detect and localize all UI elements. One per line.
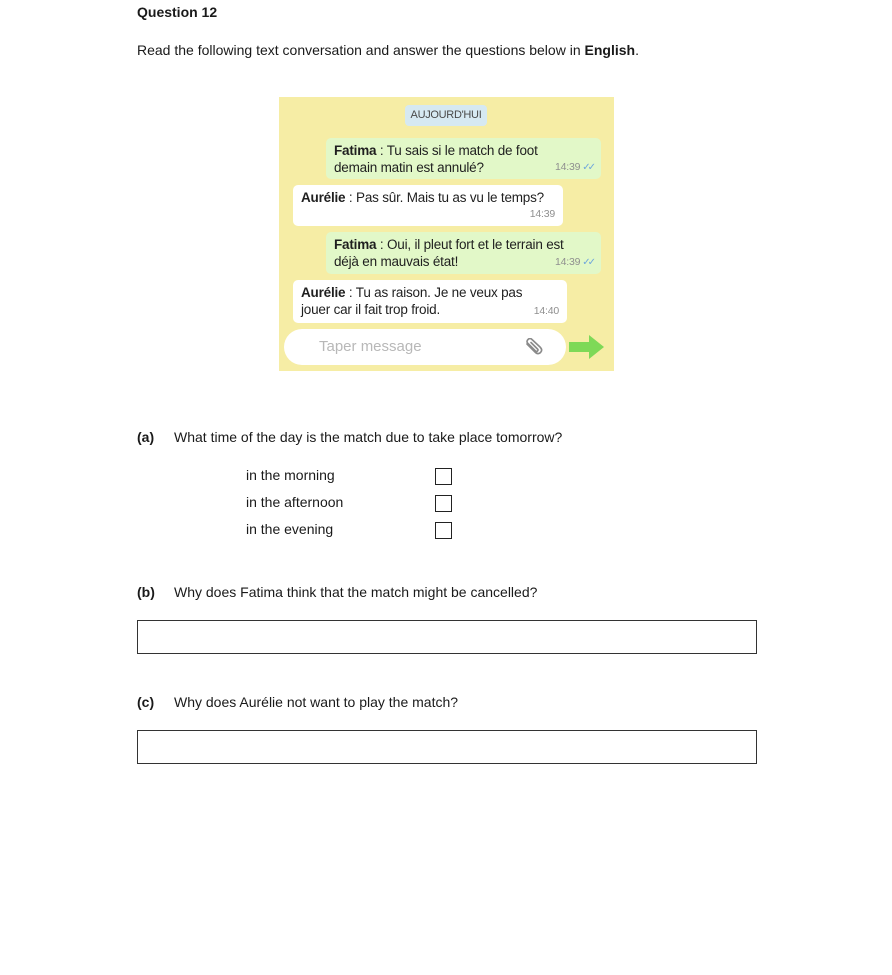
option-morning: in the morning: [246, 467, 335, 483]
message-time: 14:40: [533, 305, 559, 317]
time-text: 14:39: [554, 161, 581, 173]
message-time: [555, 159, 593, 176]
message-text: : Tu as raison. Je ne veux pas: [345, 285, 523, 300]
message-time: [555, 254, 593, 271]
chat-message-aurelie-1: [293, 185, 563, 226]
chat-conversation: [279, 97, 614, 371]
chat-message-fatima-1: [326, 138, 601, 179]
message-text-2: demain matin est annulé?: [334, 160, 484, 175]
answer-box-b[interactable]: [137, 620, 757, 654]
part-c-question: Why does Aurélie not want to play the match?: [174, 694, 459, 710]
part-b-question: Why does Fatima think that the match might be cancelled?: [174, 584, 538, 600]
message-time: 14:39: [529, 208, 555, 220]
message-input[interactable]: [284, 329, 566, 365]
instructions: [137, 42, 639, 58]
double-check-icon: ✓✓: [582, 162, 593, 173]
paperclip-icon[interactable]: [524, 338, 544, 361]
checkbox-afternoon[interactable]: [435, 495, 452, 512]
part-c-label: (c): [137, 694, 155, 710]
double-check-icon: ✓✓: [582, 257, 593, 268]
message-input-placeholder: Taper message: [319, 338, 422, 355]
part-b-label: (b): [137, 584, 155, 600]
message-sender: Aurélie: [301, 190, 346, 205]
instructions-language: English: [584, 42, 636, 58]
message-text: : Oui, il pleut fort et le terrain est: [376, 237, 564, 252]
message-sender: Aurélie: [301, 285, 346, 300]
instructions-end: .: [635, 42, 639, 58]
instructions-text: Read the following text conversation and answer the questions below in: [137, 42, 585, 58]
answer-box-c[interactable]: [137, 730, 757, 764]
part-a-question: What time of the day is the match due to take place tomorrow?: [174, 429, 563, 445]
message-text: : Pas sûr. Mais tu as vu le temps?: [345, 190, 544, 205]
chat-message-aurelie-2: [293, 280, 567, 323]
message-text-2: jouer car il fait trop froid.: [301, 302, 441, 317]
send-arrow-icon[interactable]: [569, 334, 605, 365]
day-badge: AUJOURD'HUI: [405, 105, 487, 126]
chat-message-fatima-2: [326, 232, 601, 274]
message-sender: Fatima: [334, 143, 377, 158]
message-text: : Tu sais si le match de foot: [376, 143, 538, 158]
option-evening: in the evening: [246, 521, 334, 537]
question-title: Question 12: [137, 4, 218, 20]
message-text-2: déjà en mauvais état!: [334, 254, 459, 269]
checkbox-morning[interactable]: [435, 468, 452, 485]
time-text: 14:39: [554, 256, 581, 268]
part-a-label: (a): [137, 429, 155, 445]
checkbox-evening[interactable]: [435, 522, 452, 539]
option-afternoon: in the afternoon: [246, 494, 344, 510]
message-sender: Fatima: [334, 237, 377, 252]
